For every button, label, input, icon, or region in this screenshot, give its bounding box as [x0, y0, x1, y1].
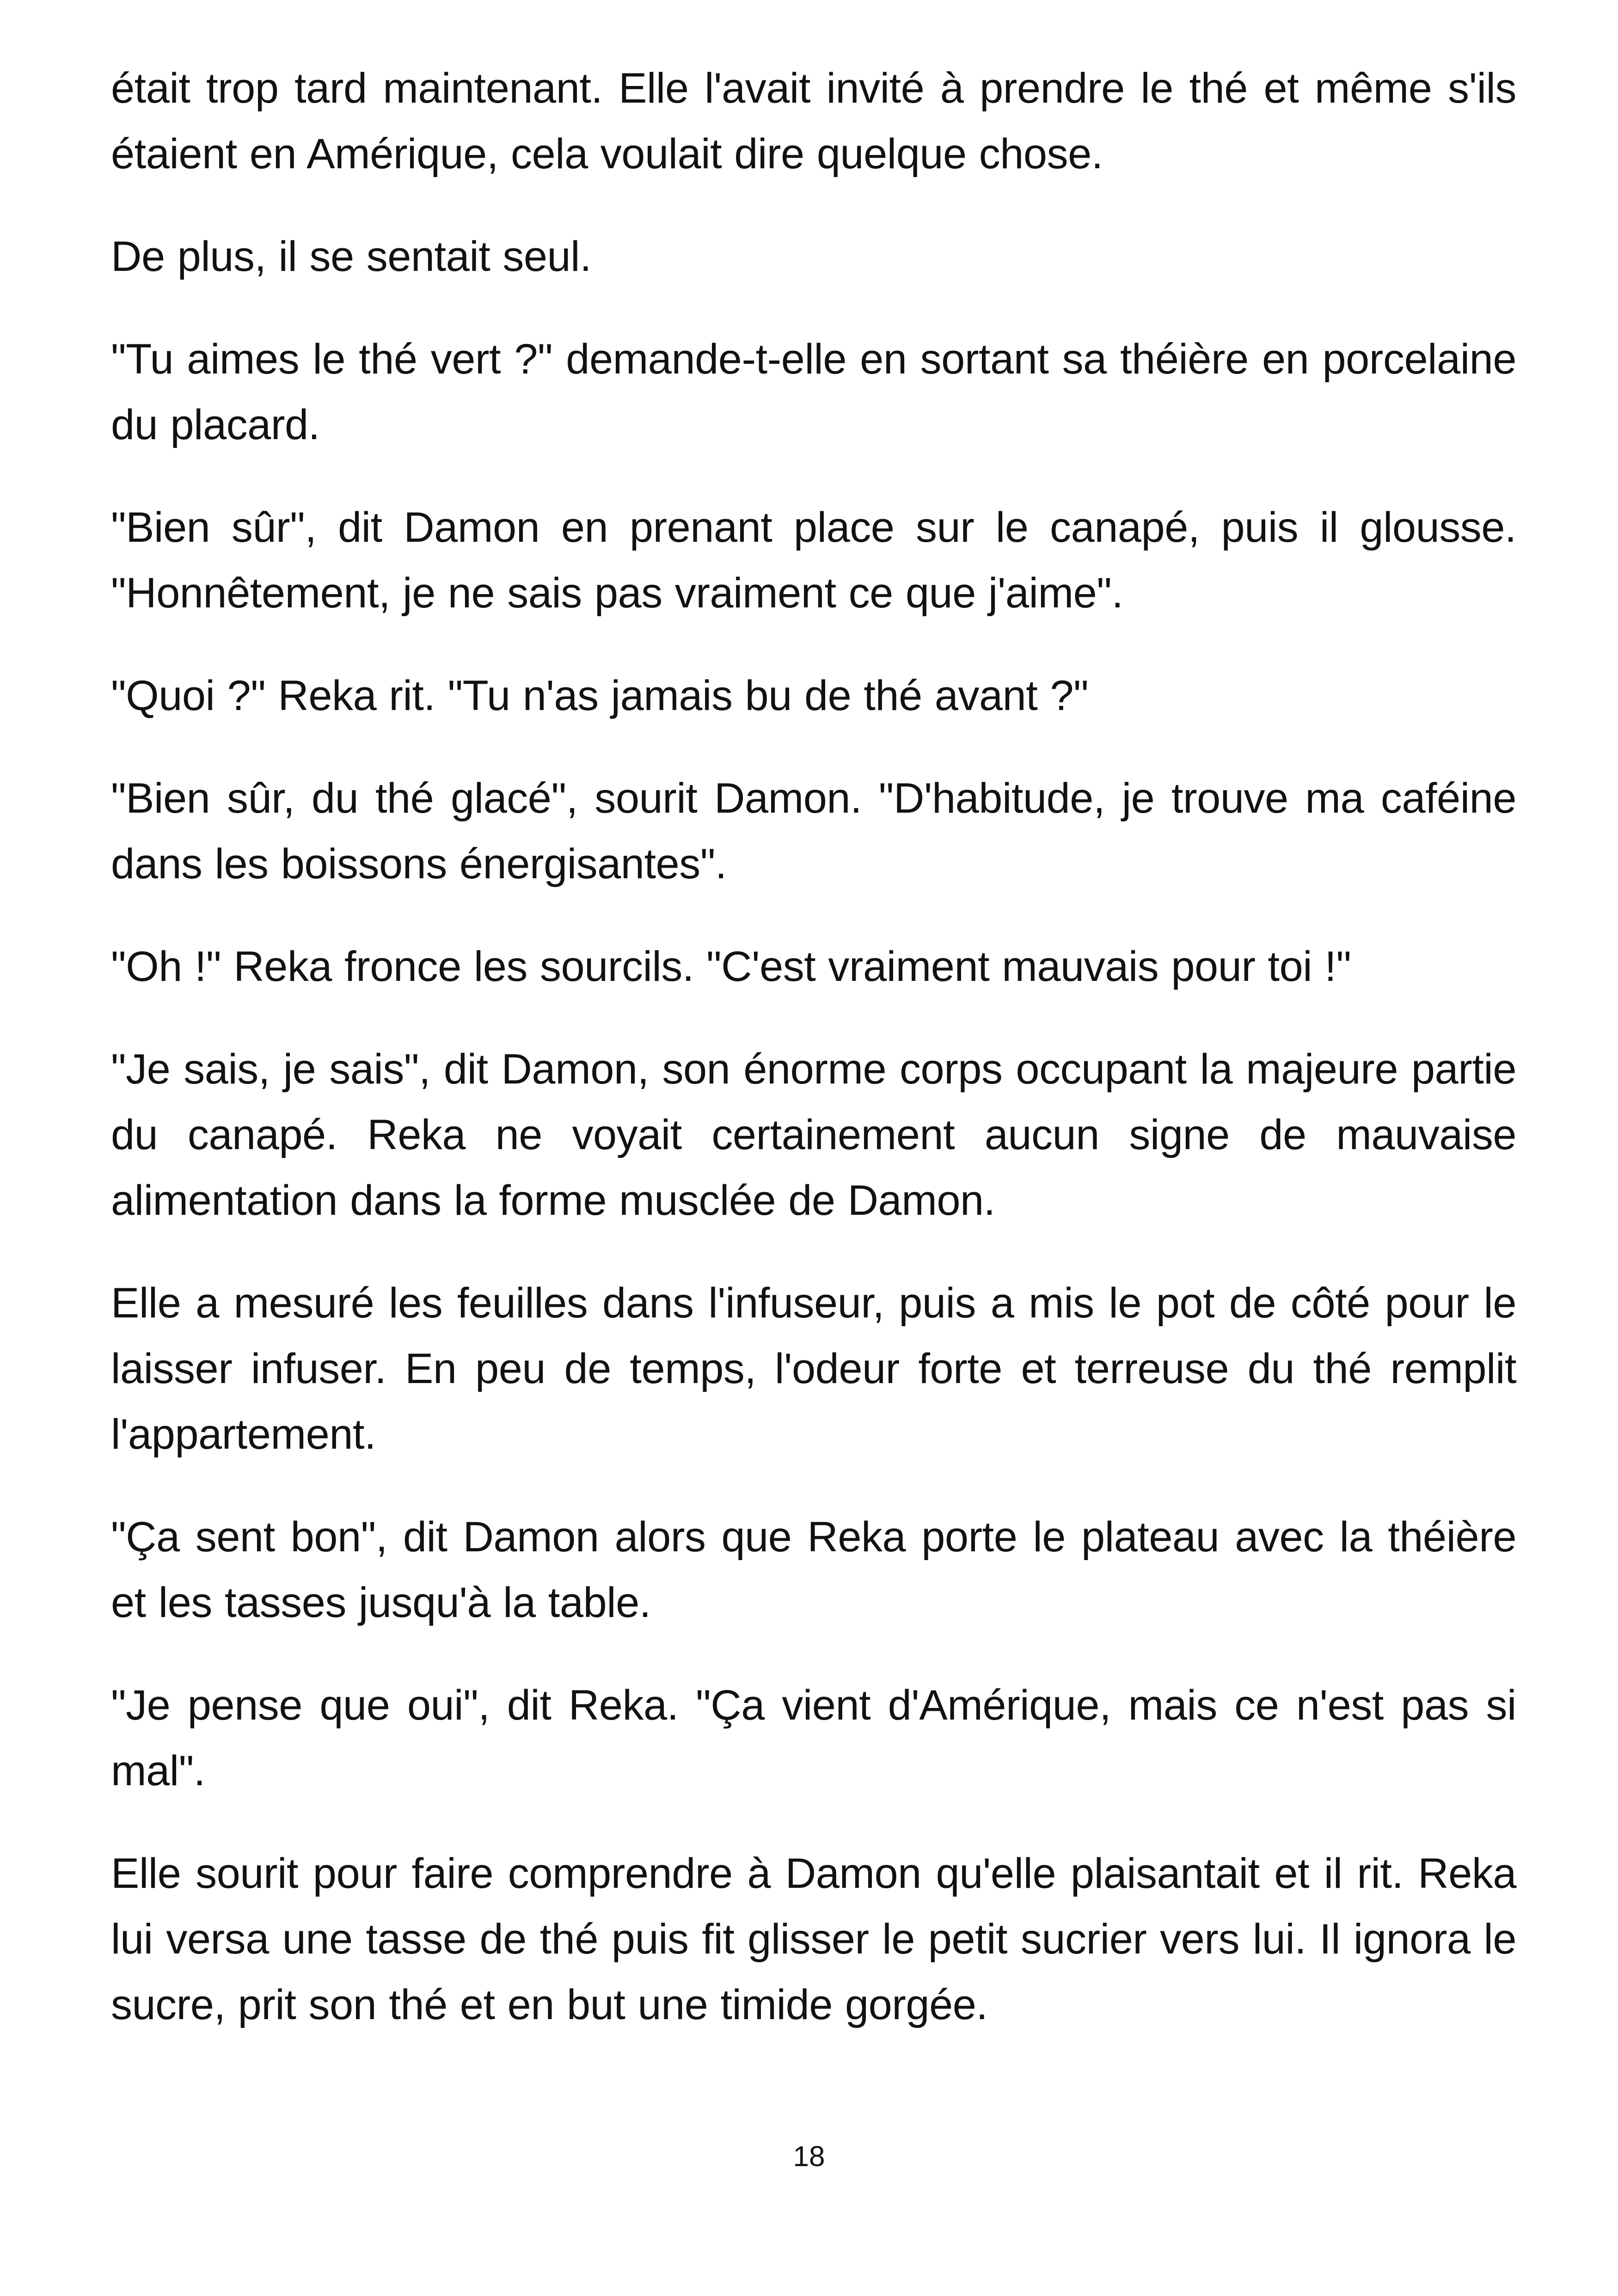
- paragraph: était trop tard maintenant. Elle l'avait invité à prendre le thé et même s'ils étaient en Amérique, cela voulait dire quelque chose.: [111, 65, 1516, 178]
- paragraph: "Je sais, je sais", dit Damon, son énorme corps occupant la majeure partie du canapé. Reka ne voyait certainement aucun signe de mauvaise alimentation dans la forme musclée de Damon.: [111, 1046, 1516, 1224]
- page-number: 18: [793, 2141, 825, 2173]
- paragraph: "Oh !" Reka fronce les sourcils. "C'est vraiment mauvais pour toi !": [111, 943, 1351, 990]
- paragraph: Elle sourit pour faire comprendre à Damon qu'elle plaisantait et il rit. Reka lui versa une tasse de thé puis fit glisser le petit sucrier vers lui. Il ignora le sucre, prit son thé et en but une timide gorgée.: [111, 1850, 1516, 2028]
- paragraph: "Quoi ?" Reka rit. "Tu n'as jamais bu de thé avant ?": [111, 672, 1089, 719]
- paragraph: "Je pense que oui", dit Reka. "Ça vient d'Amérique, mais ce n'est pas si mal".: [111, 1682, 1516, 1794]
- paragraph: De plus, il se sentait seul.: [111, 233, 592, 280]
- paragraph: Elle a mesuré les feuilles dans l'infuseur, puis a mis le pot de côté pour le laisser infuser. En peu de temps, l'odeur forte et terreuse du thé remplit l'appartement.: [111, 1280, 1516, 1458]
- paragraph: "Bien sûr, du thé glacé", sourit Damon. "D'habitude, je trouve ma caféine dans les boissons énergisantes".: [111, 775, 1516, 888]
- paragraph: "Bien sûr", dit Damon en prenant place sur le canapé, puis il glousse. "Honnêtement, je ne sais pas vraiment ce que j'aime".: [111, 504, 1516, 617]
- paragraph: "Ça sent bon", dit Damon alors que Reka porte le plateau avec la théière et les tasses jusqu'à la table.: [111, 1513, 1516, 1626]
- body-text: [111, 55, 1516, 2075]
- paragraph: "Tu aimes le thé vert ?" demande-t-elle en sortant sa théière en porcelaine du placard.: [111, 336, 1516, 448]
